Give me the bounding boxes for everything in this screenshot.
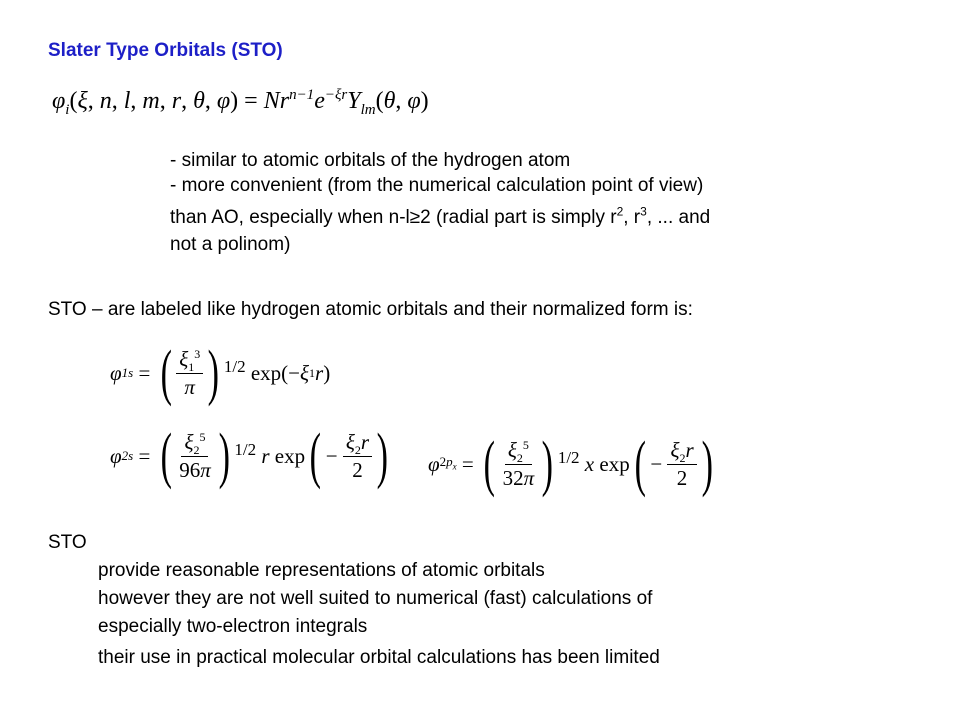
powers-rest: , ... and [646,207,711,228]
power-2: 2 [616,204,624,219]
slide-title: Slater Type Orbitals (STO) [48,40,283,61]
phi-2s-equation: φ 2s = ( $\frac{\xi_2^5}{96\pi}$ ) 1/2 r exp ( − $\frac{\xi_2r}{2}$ ) [110,421,389,490]
intro-bullet-3-text: than AO, especially when n-l≥2 (radial part is simply r [170,207,617,228]
intro-bullet-3: than AO, especially when n-l≥2 (radial part is simply $r^2$, $r^3$, ... and [170,204,711,228]
phi-2px-equation: φ $2p_x$ = ( $\frac{\xi_2^5}{32\pi}$ ) 1/2 x exp ( − $\frac{\xi_2r}{2}$ ) [428,429,713,498]
sto-general-equation: $\varphi_i(\xi$, n, l, m, r, θ, $\varphi) = Nr^{n-1}e^{-\xi r}Y_{lm}(\theta$, φ) [52,87,429,118]
phi-1s-equation: φ 1s = ( $\frac{\xi_1^3}{\pi}$ ) 1/2 exp(− ξ 1 r ) [110,338,331,407]
sto-heading: STO [48,532,87,553]
intro-bullet-4: not a polinom) [170,234,291,255]
sto-point-3: especially two-electron integrals [98,616,368,637]
sto-point-4: their use in practical molecular orbital calculations has been limited [98,647,660,668]
power-3: 3 [640,204,647,219]
labeled-text: STO – are labeled like hydrogen atomic orbitals and their normalized form is: [48,299,693,320]
sto-point-2: however they are not well suited to numerical (fast) calculations of [98,588,653,609]
intro-bullet-1: - similar to atomic orbitals of the hydrogen atom [170,150,571,171]
sto-point-1: provide reasonable representations of atomic orbitals [98,560,545,581]
intro-bullet-2: - more convenient (from the numerical calculation point of view) [170,175,704,196]
